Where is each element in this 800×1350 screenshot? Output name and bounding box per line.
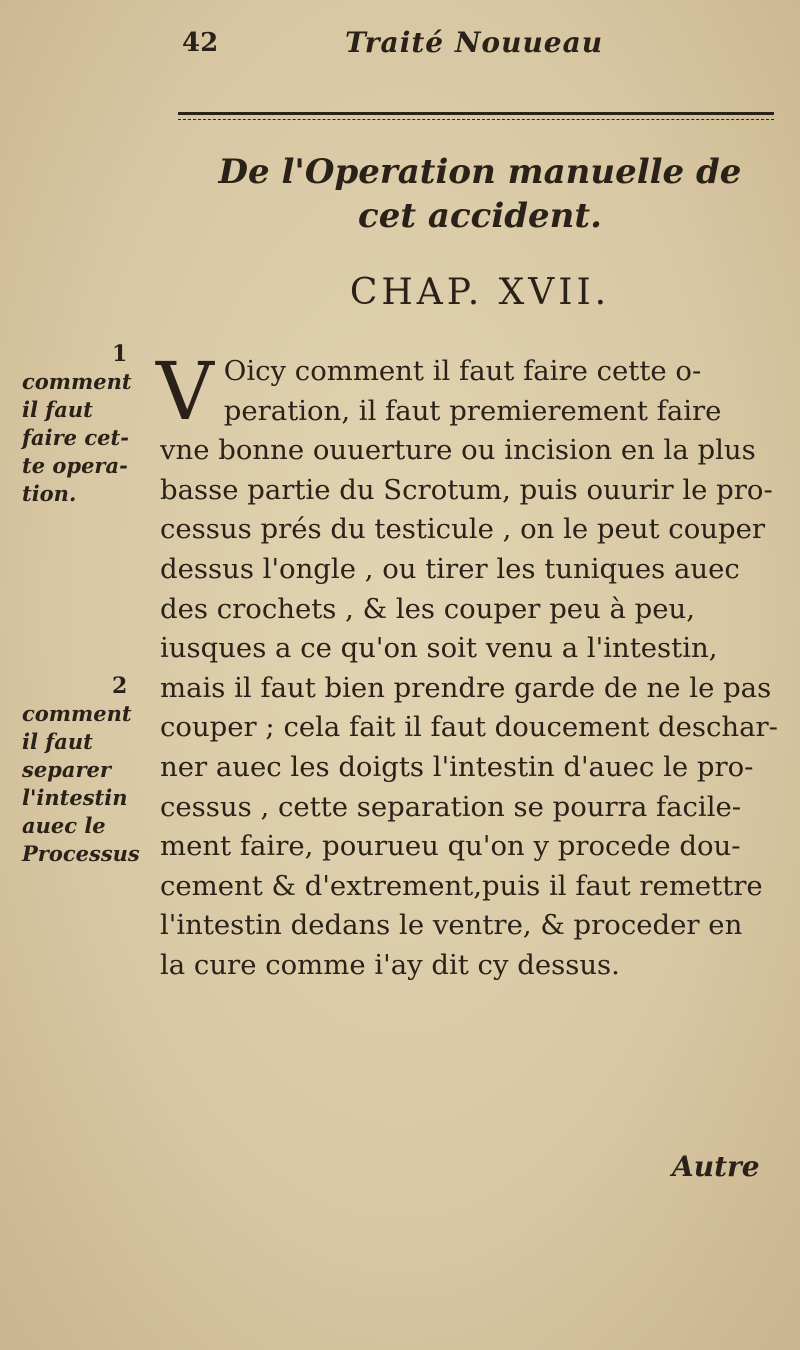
body-line: Oicy comment il faut faire cette o- xyxy=(223,355,702,387)
margin-note-line: Processus xyxy=(22,841,140,866)
body-line: mais il faut bien prendre garde de ne le pas xyxy=(160,671,772,704)
body-line: ner auec les doigts l'intestin d'auec le pro- xyxy=(160,750,754,783)
body-line: couper ; cela fait il faut doucement deschar- xyxy=(160,711,778,744)
body-line: des crochets , & les couper peu à peu, xyxy=(160,592,695,625)
catchword: Autre xyxy=(672,1150,760,1183)
body-line: la cure comme i'ay dit cy dessus. xyxy=(160,948,620,981)
margin-note-line: comment xyxy=(22,701,132,726)
running-title: Traité Nouueau xyxy=(345,26,604,59)
body-line: dessus l'ongle , ou tirer les tuniques auec xyxy=(160,552,740,585)
margin-note-number: 1 xyxy=(112,341,128,367)
body-line: vne bonne ouuerture ou incision en la plus xyxy=(160,434,756,467)
header-rule-ornament xyxy=(178,112,774,120)
body-line: ment faire, pourueu qu'on y procede dou- xyxy=(160,830,741,863)
body-line: iusques a ce qu'on soit venu a l'intestin, xyxy=(160,632,718,665)
margin-note-number: 2 xyxy=(112,673,128,699)
margin-note-1 xyxy=(22,340,162,508)
section-title-line-1: De l'Operation manuelle de xyxy=(218,152,742,192)
body-line: cement & d'extrement,puis il faut remettre xyxy=(160,869,763,902)
body-text xyxy=(156,345,780,986)
body-line: cessus , cette separation se pourra facile- xyxy=(160,790,742,823)
drop-cap: V xyxy=(156,345,214,438)
margin-note-2 xyxy=(22,672,162,868)
body-line: peration, il faut premierement faire xyxy=(223,394,722,427)
margin-note-line: il faut xyxy=(22,397,93,422)
page-number: 42 xyxy=(182,28,219,58)
margin-note-line: l'intestin xyxy=(22,785,128,810)
margin-note-line: te opera- xyxy=(22,453,128,478)
margin-note-line: il faut xyxy=(22,729,93,754)
margin-note-line: tion. xyxy=(22,481,77,506)
section-title-line-2: cet accident. xyxy=(358,196,602,236)
margin-note-line: separer xyxy=(22,757,111,782)
margin-note-line: faire cet- xyxy=(22,425,129,450)
body-line: basse partie du Scrotum, puis ouurir le pro- xyxy=(160,473,773,506)
body-line: cessus prés du testicule , on le peut couper xyxy=(160,513,765,546)
body-line: l'intestin dedans le ventre, & proceder en xyxy=(160,909,743,942)
chapter-heading: CHAP. XVII. xyxy=(349,272,611,313)
margin-note-line: auec le xyxy=(22,813,106,838)
margin-note-line: comment xyxy=(22,369,132,394)
